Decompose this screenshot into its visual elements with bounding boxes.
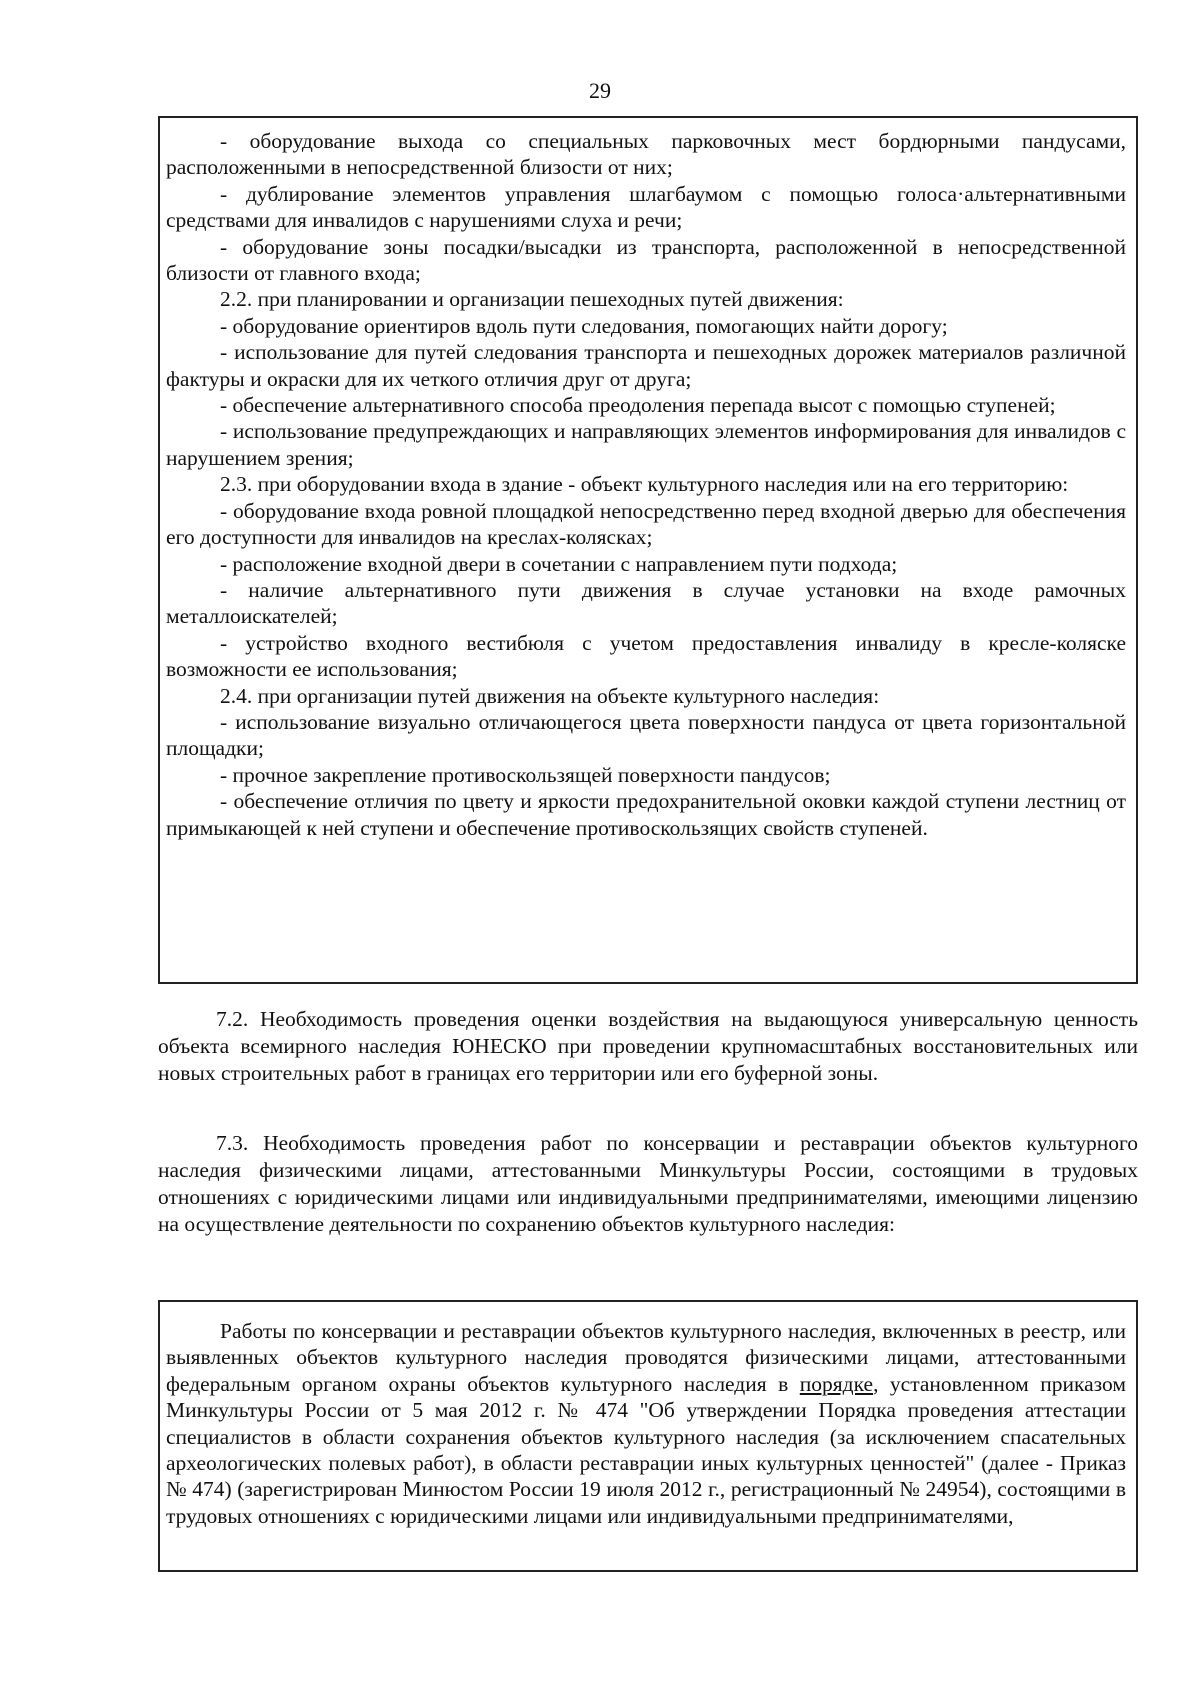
list-item: - использование визуально отличающегося цвета поверхности пандуса от цвета горизонтальной площадки; xyxy=(166,709,1126,761)
list-item: - прочное закрепление противоскользящей поверхности пандусов; xyxy=(220,762,831,787)
page-number: 29 xyxy=(589,78,611,103)
list-item: - дублирование элементов управления шлагбаумом с помощью голоса·альтернативными средствами для инвалидов с нарушениями слуха и речи; xyxy=(166,181,1126,233)
text-before-link: Работы по консервации и реставрации объектов культурного наследия, включенных в реестр, или выявленных объектов культурного наследия проводятся физическими лицами, аттестованными федеральным органом охраны объектов культурного наследия в xyxy=(166,1319,1126,1396)
list-item: 2.4. при организации путей движения на объекте культурного наследия: xyxy=(220,683,880,708)
restoration-box xyxy=(158,1300,1138,1572)
list-item: - использование предупреждающих и направляющих элементов информирования для инвалидов с нарушением зрения; xyxy=(166,419,1126,470)
paragraph-7-3 xyxy=(158,1130,1138,1238)
paragraph-text: 7.2. Необходимость проведения оценки воздействия на выдающуюся универсальную ценность объекта всемирного наследия ЮНЕСКО при проведении крупномасштабных восстановительных или новых строительных работ в границах его территории или его буферной зоны. xyxy=(158,1007,1138,1085)
list-item: 2.3. при оборудовании входа в здание - объект культурного наследия или на его территорию: xyxy=(220,472,1069,497)
list-item: - обеспечение альтернативного способа преодоления перепада высот с помощью ступеней; xyxy=(220,393,1056,418)
list-item: - устройство входного вестибюля с учетом предоставления инвалиду в кресле-коляске возможности ее использования; xyxy=(166,630,1126,682)
list-item: - оборудование входа ровной площадкой непосредственно перед входной дверью для обеспечения его доступности для инвалидов на креслах-колясках; xyxy=(166,498,1126,550)
list-item: - использование для путей следования транспорта и пешеходных дорожек материалов различной фактуры и окраски для их четкого отличия друг от друга; xyxy=(166,340,1126,391)
list-item: - обеспечение отличия по цвету и яркости предохранительной оковки каждой ступени лестниц от примыкающей к ней ступени и обеспечение противоскользящих свойств ступеней. xyxy=(166,789,1126,840)
list-item: - оборудование ориентиров вдоль пути следования, помогающих найти дорогу; xyxy=(220,313,948,338)
list-item: - оборудование выхода со специальных парковочных мест бордюрными пандусами, расположенными в непосредственной близости от них; xyxy=(166,129,1126,180)
procedure-link[interactable]: порядке xyxy=(799,1371,874,1396)
paragraph-text: 7.3. Необходимость проведения работ по консервации и реставрации объектов культурного наследия физическими лицами, аттестованными Минкультуры России, состоящими в трудовых отношениях с юридическими лицами или индивидуальными предпринимателями, имеющими лицензию на осуществление деятельности по сохранению объектов культурного наследия: xyxy=(158,1131,1138,1236)
requirements-box xyxy=(158,116,1138,984)
restoration-text xyxy=(166,1318,1126,1529)
list-item: - наличие альтернативного пути движения в случае установки на входе рамочных металлоискателей; xyxy=(166,577,1126,629)
list-item: 2.2. при планировании и организации пешеходных путей движения: xyxy=(220,287,844,312)
paragraph-7-2 xyxy=(158,1006,1138,1087)
text-after-link: , установленном приказом Минкультуры России от 5 мая 2012 г. № 474 "Об утверждении Порядка проведения аттестации специалистов в области сохранения объектов культурного наследия (за исключением спасательных археологических полевых работ), в области реставрации иных культурных ценностей" (далее - Приказ № 474) (зарегистрирован Минюстом России 19 июля 2012 г., регистрационный № 24954), состоящими в трудовых отношениях с юридическими лицами или индивидуальными предпринимателями, xyxy=(166,1371,1126,1528)
list-item: - расположение входной двери в сочетании с направлением пути подхода; xyxy=(220,551,898,576)
list-item: - оборудование зоны посадки/высадки из транспорта, расположенной в непосредственной близости от главного входа; xyxy=(166,234,1126,286)
